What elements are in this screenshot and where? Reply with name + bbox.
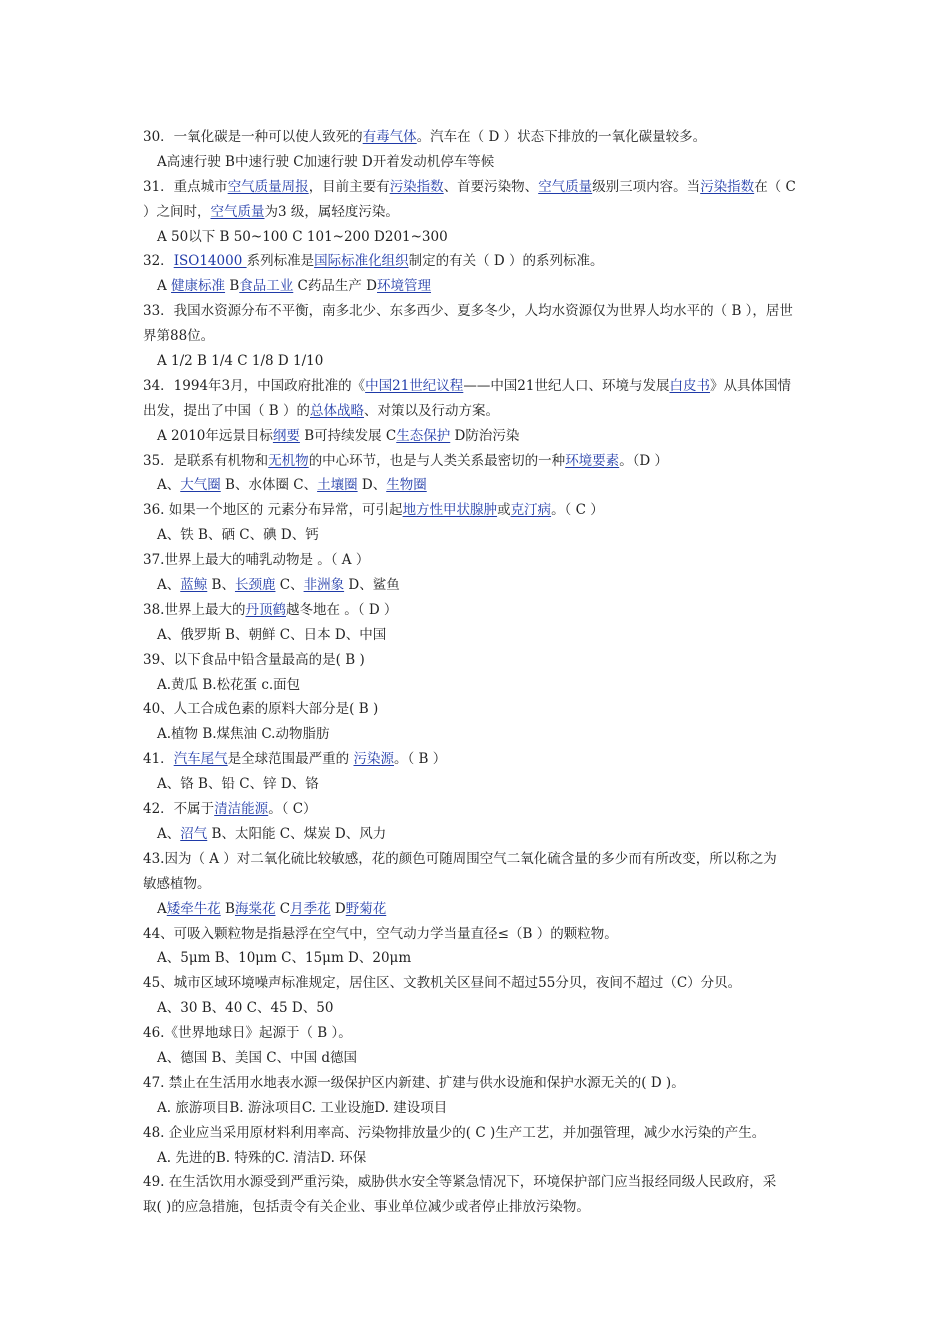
text-segment: 》从具体国情	[710, 377, 791, 394]
hyperlink[interactable]: 生物圈	[386, 477, 427, 494]
text-segment: 取( )的应急措施，包括责令有关企业、事业单位减少或者停止排放污染物。	[143, 1199, 590, 1216]
answer-options-line	[143, 1146, 813, 1171]
hyperlink[interactable]: 海棠花	[234, 900, 276, 917]
question-line	[143, 324, 813, 349]
hyperlink[interactable]: 沼气	[180, 825, 208, 842]
text-segment: 出发，提出了中国（ B ）的	[143, 402, 311, 419]
hyperlink[interactable]: 空气质量周报	[227, 178, 309, 195]
text-segment: D	[330, 900, 346, 917]
text-segment: 在（ C	[754, 178, 796, 195]
text-segment: A、	[157, 477, 181, 494]
answer-options-line	[143, 150, 813, 175]
text-segment: B可持续发展 C	[299, 427, 397, 444]
text-segment: 为3 级，属轻度污染。	[264, 203, 399, 220]
text-segment: 49. 在生活饮用水源受到严重污染，威胁供水安全等紧急情况下，环境保护部门应当报经同级人民政府，采	[143, 1174, 777, 1191]
text-segment: 33．我国水资源分布不平衡，南多北少、东多西少、夏多冬少，人均水资源仅为世界人均水平的（ B ），居世	[143, 303, 793, 320]
question-line	[143, 847, 813, 872]
text-segment: 的中心环节，也是与人类关系最密切的一种	[308, 452, 566, 469]
hyperlink[interactable]: 清洁能源	[214, 801, 269, 818]
hyperlink[interactable]: 长颈鹿	[234, 577, 276, 594]
question-line	[143, 249, 813, 274]
text-segment: 35．是联系有机物和	[143, 452, 269, 469]
answer-options-line	[143, 1046, 813, 1071]
hyperlink[interactable]: 白皮书	[669, 377, 710, 394]
text-segment: ——中国21世纪人口、环境与发展	[463, 377, 670, 394]
answer-options-line	[143, 1096, 813, 1121]
text-segment: 越冬地在 。（ D ）	[285, 601, 398, 618]
hyperlink[interactable]: 国际标准化组织	[314, 253, 409, 270]
hyperlink[interactable]: 无机物	[268, 452, 309, 469]
question-line	[143, 648, 813, 673]
hyperlink[interactable]: 环境管理	[377, 278, 432, 295]
text-segment: A高速行驶 B中速行驶 C加速行驶 D开着发动机停车等候	[157, 153, 495, 170]
text-segment: 敏感植物。	[143, 875, 211, 892]
answer-options-line	[143, 772, 813, 797]
answer-options-line	[143, 946, 813, 971]
question-line	[143, 697, 813, 722]
text-segment: D、	[357, 477, 387, 494]
answer-options-line	[143, 274, 813, 299]
answer-options-line	[143, 722, 813, 747]
text-segment: 。汽车在（ D ）状态下排放的一氧化碳量较多。	[416, 129, 707, 145]
text-segment: 30．一氧化碳是一种可以使人致死的	[143, 129, 363, 145]
text-segment: 界第88位。	[143, 328, 215, 345]
question-line	[143, 1021, 813, 1046]
text-segment: 级别三项内容。当	[592, 178, 701, 195]
hyperlink[interactable]: 非洲象	[303, 577, 345, 594]
answer-options-line	[143, 349, 813, 374]
text-segment: A、5μm B、10μm C、15μm D、20μm	[157, 950, 412, 967]
question-line	[143, 747, 813, 772]
text-segment: A、	[157, 825, 181, 842]
text-segment: 或	[497, 502, 511, 519]
text-segment: 。（ C）	[268, 801, 317, 818]
text-segment: A 50以下 B 50~100 C 101~200 D201~300	[157, 228, 448, 245]
hyperlink[interactable]: 环境要素	[565, 452, 620, 469]
text-segment: A 1/2 B 1/4 C 1/8 D 1/10	[157, 353, 324, 370]
question-line	[143, 598, 813, 623]
answer-options-line	[143, 996, 813, 1021]
hyperlink[interactable]: 空气质量	[210, 203, 265, 220]
document-page	[143, 125, 813, 1220]
text-segment: A、俄罗斯 B、朝鲜 C、日本 D、中国	[157, 626, 387, 643]
question-line	[143, 399, 813, 424]
hyperlink[interactable]: 蓝鲸	[180, 577, 208, 594]
text-segment: A	[157, 278, 172, 295]
text-segment: A、铬 B、铅 C、锌 D、铬	[157, 776, 319, 793]
text-segment: 是全球范围最严重的	[227, 751, 354, 768]
hyperlink[interactable]: 污染源	[353, 751, 394, 768]
text-segment: 48. 企业应当采用原材料利用率高、污染物排放量少的( C )生产工艺，并加强管理，减少水污染的产生。	[143, 1124, 766, 1141]
answer-options-line	[143, 573, 813, 598]
text-segment: 44、可吸入颗粒物是指悬浮在空气中，空气动力学当量直径≤（B ）的颗粒物。	[143, 925, 618, 942]
question-line	[143, 1121, 813, 1146]
hyperlink[interactable]: 野菊花	[345, 900, 387, 917]
text-segment: ）之间时，	[143, 203, 211, 220]
hyperlink[interactable]: 汽车尾气	[173, 751, 228, 768]
hyperlink[interactable]: 月季花	[290, 900, 331, 917]
text-segment: 37.世界上最大的哺乳动物是 。（ A ）	[143, 552, 370, 569]
question-line	[143, 971, 813, 996]
text-segment: D防治污染	[450, 427, 520, 444]
text-segment: A. 旅游项目B. 游泳项目C. 工业设施D. 建设项目	[157, 1099, 448, 1116]
text-segment: B、太阳能 C、煤炭 D、风力	[207, 825, 387, 842]
text-segment: C	[275, 900, 291, 917]
text-segment: B	[220, 900, 235, 917]
text-segment: 47. 禁止在生活用水地表水源一级保护区内新建、扩建与供水设施和保护水源无关的( D )。	[143, 1074, 685, 1091]
question-line	[143, 548, 813, 573]
text-segment: 46.《世界地球日》起源于（ B ）。	[143, 1025, 352, 1042]
text-segment: 制定的有关（ D ）的系列标准。	[408, 253, 604, 270]
hyperlink[interactable]: 地方性甲状腺肿	[402, 502, 498, 519]
text-segment: 41．	[143, 751, 174, 768]
answer-options-line	[143, 822, 813, 847]
hyperlink[interactable]: 生态保护	[396, 427, 451, 444]
answer-options-line	[143, 897, 813, 922]
text-segment: 、对策以及行动方案。	[364, 402, 500, 419]
question-line	[143, 1071, 813, 1096]
text-segment: 40、人工合成色素的原料大部分是( B )	[143, 701, 379, 718]
text-segment: A	[157, 900, 167, 917]
hyperlink[interactable]: 污染指数	[389, 178, 444, 195]
question-line	[143, 498, 813, 523]
question-line	[143, 299, 813, 324]
text-segment: 34．1994年3月，中国政府批准的《	[143, 377, 366, 394]
answer-options-line	[143, 424, 813, 449]
question-line	[143, 872, 813, 897]
text-segment: 32．	[143, 253, 174, 270]
text-segment: 45、城市区域环境噪声标准规定，居住区、文教机关区昼间不超过55分贝，夜间不超过（C）分贝。	[143, 975, 742, 992]
text-segment: B、水体圈 C、	[220, 477, 318, 494]
question-line	[143, 797, 813, 822]
hyperlink[interactable]: 总体战略	[310, 402, 365, 419]
text-segment: A 2010年远景目标	[157, 427, 273, 444]
text-segment: 、首要污染物、	[443, 178, 539, 195]
text-segment: C、	[275, 577, 304, 594]
text-segment: 38.世界上最大的	[143, 601, 246, 618]
hyperlink[interactable]: 矮牵牛花	[166, 900, 221, 917]
answer-options-line	[143, 523, 813, 548]
hyperlink[interactable]: 空气质量	[538, 178, 593, 195]
text-segment: A.黄瓜 B.松花蛋 c.面包	[157, 676, 301, 693]
text-segment: D、鲨鱼	[344, 577, 400, 594]
text-segment: 31．重点城市	[143, 178, 228, 195]
question-line	[143, 125, 813, 150]
hyperlink[interactable]: 污染指数	[700, 178, 755, 195]
hyperlink[interactable]: 纲要	[272, 427, 300, 444]
text-segment: A、德国 B、美国 C、中国 d德国	[157, 1049, 358, 1066]
question-line	[143, 175, 813, 200]
text-segment: 。（D ）	[619, 452, 669, 469]
hyperlink[interactable]: 健康标准	[171, 278, 226, 295]
hyperlink[interactable]: 丹顶鹤	[245, 601, 286, 618]
question-line	[143, 200, 813, 225]
hyperlink[interactable]: 有毒气体	[362, 129, 417, 145]
text-segment: B	[225, 278, 240, 295]
answer-options-line	[143, 225, 813, 250]
answer-options-line	[143, 473, 813, 498]
hyperlink[interactable]: 土壤圈	[317, 477, 358, 494]
text-segment: A. 先进的B. 特殊的C. 清洁D. 环保	[157, 1149, 367, 1166]
text-segment: ，目前主要有	[308, 178, 390, 195]
text-segment: A、30 B、40 C、45 D、50	[157, 1000, 334, 1017]
question-line	[143, 1195, 813, 1220]
hyperlink[interactable]: 克汀病	[510, 502, 552, 519]
text-segment: A、	[157, 577, 181, 594]
question-line	[143, 374, 813, 399]
question-line	[143, 922, 813, 947]
text-segment: B、	[207, 577, 235, 594]
text-segment: 36. 如果一个地区的 元素分布异常，可引起	[143, 502, 403, 519]
text-segment: A.植物 B.煤焦油 C.动物脂肪	[157, 726, 330, 743]
text-segment: 42．不属于	[143, 801, 215, 818]
text-segment: 。（ B ）	[393, 751, 447, 768]
text-segment: C药品生产 D	[293, 278, 378, 295]
text-segment: 。（ C ）	[551, 502, 604, 519]
answer-options-line	[143, 623, 813, 648]
hyperlink[interactable]: 中国21世纪议程	[365, 377, 464, 394]
text-segment: A、铁 B、硒 C、碘 D、钙	[157, 527, 319, 544]
hyperlink[interactable]: 大气圈	[180, 477, 221, 494]
hyperlink[interactable]: 食品工业	[239, 278, 294, 295]
question-line	[143, 449, 813, 474]
text-segment: 39、以下食品中铅含量最高的是( B )	[143, 651, 365, 668]
answer-options-line	[143, 673, 813, 698]
text-segment: 43.因为（ A ）对二氧化硫比较敏感，花的颜色可随周围空气二氧化硫含量的多少而有所改变，所以称之为	[143, 850, 777, 867]
question-line	[143, 1170, 813, 1195]
hyperlink[interactable]: ISO14000	[173, 253, 247, 270]
text-segment: 系列标准是	[246, 253, 315, 270]
